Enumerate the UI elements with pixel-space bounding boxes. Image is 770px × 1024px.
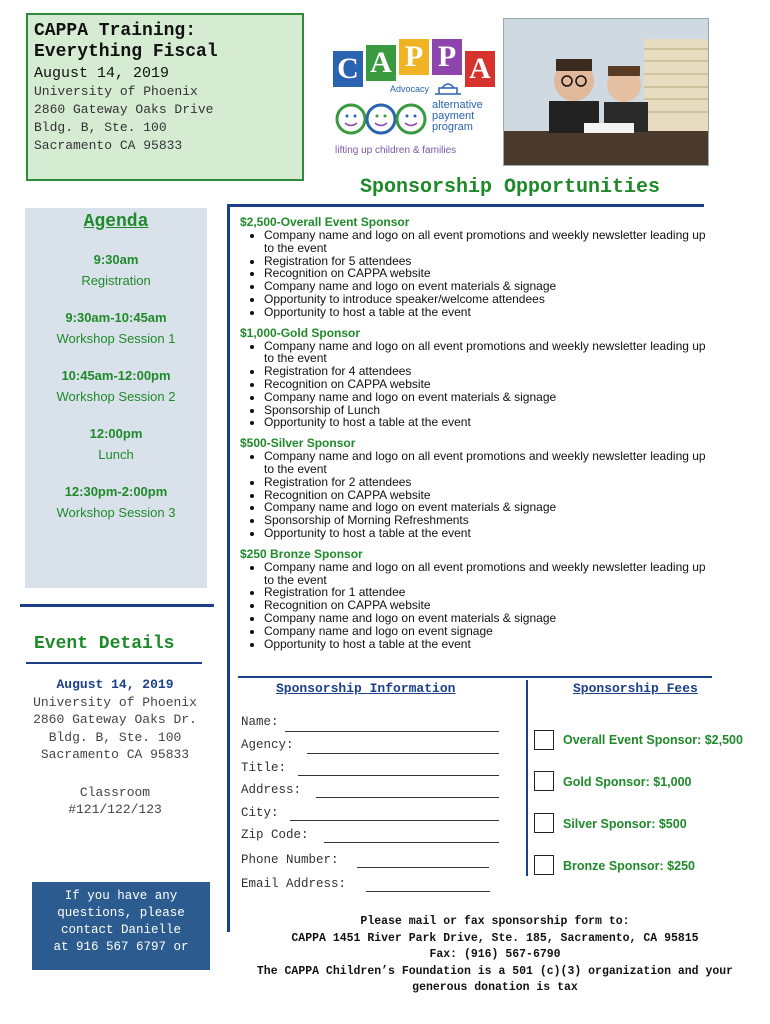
footer-line: Fax: (916) 567-6790 [429, 948, 561, 961]
city-field[interactable] [290, 820, 499, 821]
agenda-item [25, 252, 207, 288]
questions-line: If you have any [64, 889, 178, 903]
event-address-line: Sacramento CA 95833 [40, 747, 190, 762]
title-divider [230, 204, 704, 207]
phone-number-field[interactable] [357, 867, 489, 868]
benefit-item: • Company name and logo on event materials & signage [264, 391, 710, 404]
benefit-item: • Opportunity to host a table at the event [264, 416, 710, 429]
agenda-time: 12:30pm-2:00pm [64, 484, 168, 499]
benefit-item: • Company name and logo on all event promotions and weekly newsletter leading up to the event [264, 229, 710, 255]
questions-line: questions, please [57, 906, 185, 920]
header-title-line1: CAPPA Training: [34, 21, 197, 41]
children-at-desk-photo [503, 18, 709, 166]
bronze-sponsor-checkbox[interactable] [534, 855, 554, 875]
tier-benefits [240, 450, 710, 540]
agenda-time: 9:30am [93, 252, 139, 267]
tier-benefits [240, 340, 710, 430]
tier-title: $500-Silver Sponsor [240, 436, 356, 451]
agenda-time: 12:00pm [89, 426, 143, 441]
questions-line: at 916 567 6797 or [53, 940, 189, 954]
header-date: August 14, 2019 [34, 65, 170, 82]
tier-title: $2,500-Overall Event Sponsor [240, 215, 410, 229]
agenda-desc: Registration [81, 273, 151, 288]
address-field[interactable] [316, 797, 499, 798]
silver-sponsor-checkbox[interactable] [534, 813, 554, 833]
logo-letter-p: P [399, 39, 429, 75]
children-photo-illustration [504, 19, 708, 165]
event-details-title: Event Details [34, 634, 175, 654]
agenda-panel [25, 208, 207, 588]
benefit-item: • Sponsorship of Morning Refreshments [264, 514, 710, 527]
bronze-sponsor-fee: Bronze Sponsor: $250 [563, 859, 695, 873]
cappa-logo [330, 37, 500, 162]
email-address-field[interactable] [366, 891, 490, 892]
header-address-line: 2860 Gateway Oaks Drive [34, 102, 214, 117]
name-field[interactable] [285, 731, 499, 732]
gold-sponsor-checkbox[interactable] [534, 771, 554, 791]
logo-letter-a2: A [465, 51, 495, 87]
logo-program-text [432, 100, 483, 133]
tier-gold [240, 326, 710, 430]
benefit-item: • Recognition on CAPPA website [264, 378, 710, 391]
event-address-line: Bldg. B, Ste. 100 [48, 729, 182, 745]
tier-bronze [240, 547, 710, 651]
event-details-underline [26, 662, 202, 664]
benefit-item: • Company name and logo on event signage [264, 625, 710, 638]
benefit-item: • Sponsorship of Lunch [264, 404, 710, 417]
event-address-line: University of Phoenix [33, 694, 197, 710]
phone-number-label: Phone Number: [241, 853, 339, 867]
benefit-item: • Company name and logo on event materials & signage [264, 280, 710, 293]
agenda-title: Agenda [83, 212, 149, 232]
logo-program-line: program [432, 121, 473, 133]
footer-line: Please mail or fax sponsorship form to: [360, 915, 630, 928]
benefit-item: • Opportunity to host a table at the event [264, 638, 710, 651]
sponsorship-opportunities-title: Sponsorship Opportunities [360, 176, 661, 199]
form-divider [238, 676, 712, 678]
agenda-divider [20, 604, 214, 607]
sponsorship-information-title: Sponsorship Information [276, 681, 456, 696]
silver-sponsor-fee: Silver Sponsor: $500 [563, 817, 687, 831]
event-header-box [26, 13, 304, 181]
benefit-item: • Registration for 2 attendees [264, 476, 710, 489]
event-room-line: Classroom [79, 784, 151, 800]
agenda-time: 9:30am-10:45am [65, 310, 167, 325]
title-label: Title: [241, 761, 287, 775]
vertical-divider [227, 204, 230, 932]
logo-letter-p2: P [432, 39, 462, 75]
overall-sponsor-checkbox[interactable] [534, 730, 554, 750]
zip-code-label: Zip Code: [241, 828, 309, 842]
agenda-item [25, 484, 207, 520]
logo-tagline: lifting up children & families [335, 145, 457, 156]
logo-advocacy-text: Advocacy [390, 84, 430, 94]
sponsorship-fees-title: Sponsorship Fees [573, 681, 698, 696]
tier-benefits [240, 229, 710, 319]
agency-label: Agency: [241, 738, 294, 752]
questions-line: contact Danielle [60, 923, 182, 937]
benefit-item: • Company name and logo on all event promotions and weekly newsletter leading up to the event [264, 561, 710, 587]
sponsorship-tiers [240, 215, 710, 657]
agenda-desc: Workshop Session 2 [56, 389, 176, 404]
questions-contact-box [32, 882, 210, 970]
header-title-line2: Everything Fiscal [34, 42, 218, 62]
logo-program-line: alternative [432, 99, 483, 111]
footer-line: CAPPA 1451 River Park Drive, Ste. 185, Sacramento, CA 95815 [291, 931, 699, 945]
tier-silver [240, 436, 710, 540]
tier-benefits [240, 561, 710, 651]
benefit-item: • Registration for 4 attendees [264, 365, 710, 378]
email-address-label: Email Address: [241, 877, 347, 891]
tier-title: $250 Bronze Sponsor [240, 546, 363, 561]
benefit-item: • Company name and logo on all event promotions and weekly newsletter leading up to the event [264, 450, 710, 476]
event-address-line: 2860 Gateway Oaks Dr. [33, 712, 197, 727]
form-column-divider [526, 680, 528, 876]
address-label: Address: [241, 783, 302, 797]
city-label: City: [241, 806, 279, 820]
agenda-desc: Workshop Session 1 [56, 331, 176, 346]
agency-field[interactable] [307, 753, 499, 754]
benefit-item: • Registration for 5 attendees [264, 255, 710, 268]
tier-overall [240, 215, 710, 319]
logo-letter-c: C [333, 51, 363, 87]
header-address-line: University of Phoenix [34, 84, 198, 99]
gold-sponsor-fee: Gold Sponsor: $1,000 [563, 775, 692, 789]
benefit-item: • Registration for 1 attendee [264, 586, 710, 599]
logo-program-line: payment [432, 110, 475, 122]
tier-title: $1,000-Gold Sponsor [240, 325, 361, 340]
benefit-item: • Company name and logo on all event promotions and weekly newsletter leading up to the event [264, 340, 710, 366]
benefit-item: • Recognition on CAPPA website [264, 489, 710, 502]
agenda-item [25, 368, 207, 404]
benefit-item: • Company name and logo on event materials & signage [264, 612, 710, 625]
benefit-item: • Recognition on CAPPA website [264, 599, 710, 612]
agenda-item [25, 310, 207, 346]
event-details-body [10, 676, 220, 819]
benefit-item: • Opportunity to host a table at the event [264, 527, 710, 540]
benefit-item: • Opportunity to host a table at the event [264, 306, 710, 319]
header-address-line: Sacramento CA 95833 [34, 138, 183, 153]
footer-line: generous donation is tax [412, 981, 578, 994]
event-date: August 14, 2019 [56, 677, 174, 692]
agenda-time: 10:45am-12:00pm [61, 368, 171, 383]
agenda-desc: Workshop Session 3 [56, 505, 176, 520]
zip-code-field[interactable] [324, 842, 499, 843]
agenda-desc: Lunch [98, 447, 134, 462]
title-field[interactable] [298, 775, 499, 776]
capitol-dome-icon [433, 81, 463, 95]
overall-sponsor-fee: Overall Event Sponsor: $2,500 [563, 733, 743, 747]
header-address-line: Bldg. B, Ste. 100 [34, 120, 167, 135]
logo-letter-a: A [366, 45, 396, 81]
footer-line: The CAPPA Children’s Foundation is a 501 (c)(3) organization and your [256, 964, 734, 978]
mailing-footer [230, 914, 760, 997]
name-label: Name: [241, 715, 279, 729]
event-room-line: #121/122/123 [68, 802, 162, 817]
benefit-item: • Company name and logo on event materials & signage [264, 501, 710, 514]
benefit-item: • Recognition on CAPPA website [264, 267, 710, 280]
agenda-item [25, 426, 207, 462]
app-faces-icon [335, 99, 430, 139]
benefit-item: • Opportunity to introduce speaker/welcome attendees [264, 293, 710, 306]
